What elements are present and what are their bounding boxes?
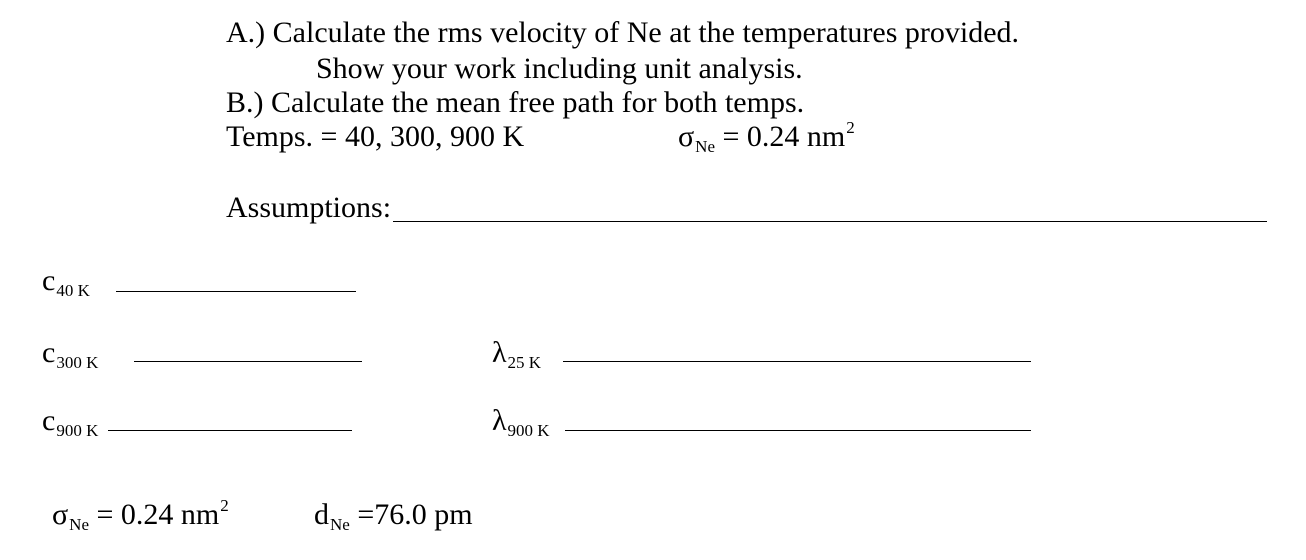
- temps-list: Temps. = 40, 300, 900 K: [226, 120, 525, 153]
- diameter-symbol: d: [314, 498, 329, 531]
- c40-symbol: c: [42, 264, 56, 297]
- c900-answer-line[interactable]: [108, 430, 352, 431]
- c900-label: [42, 404, 99, 440]
- sigma-constant-value: = 0.24 nm: [89, 498, 220, 531]
- lambda900-subscript: 900 K: [507, 421, 550, 440]
- c900-symbol: c: [42, 404, 56, 437]
- lambda900-symbol: λ: [492, 404, 507, 437]
- sigma-symbol: σ: [678, 120, 695, 153]
- sigma-constant: [52, 496, 229, 534]
- sigma-constant-subscript: Ne: [69, 515, 89, 534]
- c300-answer-line[interactable]: [134, 361, 362, 362]
- diameter-constant: [314, 498, 473, 534]
- part-a-instruction: A.) Calculate the rms velocity of Ne at the temperatures provided.: [226, 16, 1020, 49]
- sigma-value: = 0.24 nm: [715, 120, 846, 153]
- assumptions-answer-line[interactable]: [393, 221, 1267, 222]
- lambda25-symbol: λ: [492, 336, 507, 369]
- sigma-subscript: Ne: [695, 137, 715, 156]
- c300-symbol: c: [42, 336, 56, 369]
- lambda25-answer-line[interactable]: [563, 361, 1031, 362]
- c300-subscript: 300 K: [56, 353, 99, 372]
- part-b-instruction: B.) Calculate the mean free path for both temps.: [226, 86, 805, 119]
- c40-subscript: 40 K: [56, 281, 90, 300]
- lambda900-answer-line[interactable]: [565, 430, 1031, 431]
- assumptions-label: Assumptions:: [226, 191, 392, 224]
- lambda25-subscript: 25 K: [507, 353, 542, 372]
- c40-label: [42, 264, 90, 300]
- lambda25-label: [492, 336, 542, 372]
- diameter-subscript: Ne: [330, 515, 350, 534]
- part-a-detail: Show your work including unit analysis.: [316, 52, 803, 85]
- sigma-exponent: 2: [846, 118, 855, 137]
- lambda900-label: [492, 404, 550, 440]
- sigma-constant-symbol: σ: [52, 498, 69, 531]
- c900-subscript: 900 K: [56, 421, 99, 440]
- sigma-constant-exponent: 2: [220, 496, 229, 515]
- c300-label: [42, 336, 99, 372]
- c40-answer-line[interactable]: [116, 291, 356, 292]
- sigma-header-formula: [678, 118, 855, 156]
- diameter-value: =76.0 pm: [349, 498, 473, 531]
